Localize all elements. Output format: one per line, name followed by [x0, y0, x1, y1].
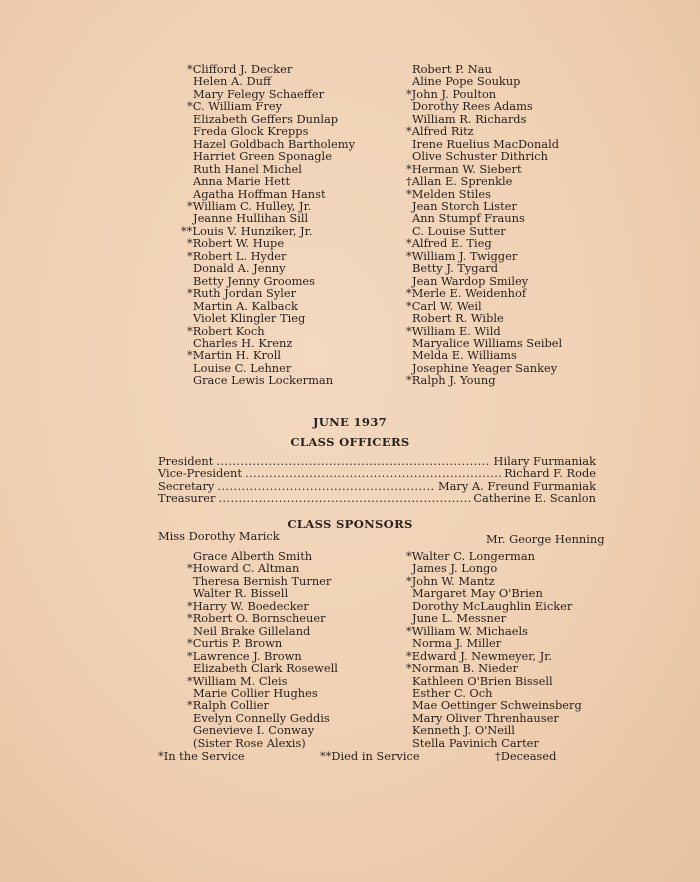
top-left-name-list — [181, 62, 356, 388]
officers-list — [158, 455, 596, 505]
name-entry: Charles H. Krenz — [193, 335, 293, 350]
officer-name: Hilary Furmaniak — [493, 454, 596, 468]
name-entry: Melda E. Williams — [412, 348, 517, 363]
name-entry: *Ralph J. Young — [406, 373, 496, 388]
sponsor-right: Mr. George Henning — [486, 532, 605, 546]
class-sponsors-heading: CLASS SPONSORS — [287, 517, 413, 531]
name-entry: Betty J. Tygard — [412, 261, 499, 276]
name-entry: Grace Alberth Smith — [193, 549, 313, 563]
name-entry: *Norman B. Nieder — [406, 661, 518, 676]
officer-row — [158, 492, 596, 504]
sponsor-left: Miss Dorothy Marick — [158, 529, 280, 543]
name-entry: *C. William Frey — [187, 99, 283, 114]
name-entry: *John W. Mantz — [406, 573, 495, 588]
class-officers-heading: CLASS OFFICERS — [290, 435, 410, 449]
name-entry: Ruth Hanel Michel — [193, 161, 302, 176]
leader-dots — [245, 467, 501, 479]
name-entry: Jean Wardop Smiley — [412, 273, 529, 288]
name-entry: Stella Pavinich Carter — [412, 735, 539, 750]
name-entry: Dorothy Rees Adams — [412, 99, 533, 114]
name-entry: Kathleen O'Brien Bissell — [412, 673, 553, 688]
name-entry: *Lawrence J. Brown — [187, 648, 302, 663]
legend-died-in-service: **Died in Service — [320, 749, 420, 763]
name-entry: Genevieve I. Conway — [193, 723, 315, 738]
name-entry: *Herman W. Siebert — [406, 161, 522, 176]
name-entry: Helen A. Duff — [193, 74, 272, 89]
name-entry: Grace Lewis Lockerman — [193, 373, 334, 388]
name-entry: *Ruth Jordan Syler — [187, 286, 297, 301]
name-entry: Betty Jenny Groomes — [193, 273, 316, 288]
name-entry: *William M. Cleis — [187, 673, 288, 688]
name-entry: June L. Messner — [412, 611, 507, 626]
name-entry: James J. Longo — [412, 561, 498, 576]
officer-row — [158, 467, 596, 479]
officer-name: Mary A. Freund Furmaniak — [437, 478, 596, 493]
officer-role: President — [158, 454, 214, 468]
name-entry: *Clifford J. Decker — [187, 62, 293, 76]
name-entry: *Carl W. Weil — [406, 298, 482, 313]
class-date-heading: JUNE 1937 — [312, 415, 388, 429]
name-entry: Theresa Bernish Turner — [193, 573, 332, 588]
name-entry: Elizabeth Geffers Dunlap — [193, 111, 339, 126]
name-entry: *Curtis P. Brown — [187, 636, 283, 651]
name-entry: Kenneth J. O'Neill — [412, 723, 515, 738]
name-entry: (Sister Rose Alexis) — [193, 735, 306, 750]
name-entry: *William C. Hulley, Jr. — [187, 198, 312, 213]
name-entry: Esther C. Och — [412, 685, 493, 700]
name-entry: *Harry W. Boedecker — [187, 598, 309, 613]
name-entry: *William W. Michaels — [406, 623, 528, 638]
name-entry: Donald A. Jenny — [193, 261, 286, 276]
officer-role: Secretary — [158, 478, 215, 493]
leader-dots — [216, 455, 490, 467]
officer-name: Richard F. Rode — [504, 466, 596, 481]
name-entry: *William E. Wild — [406, 323, 501, 338]
name-entry: *William J. Twigger — [406, 248, 518, 263]
name-entry: Harriet Green Sponagle — [193, 149, 332, 164]
name-entry: Ann Stumpf Frauns — [412, 211, 525, 226]
officer-role: Treasurer — [158, 491, 216, 506]
name-entry: Aline Pope Soukup — [412, 74, 521, 89]
name-entry: Marie Collier Hughes — [193, 685, 318, 700]
name-entry: Jean Storch Lister — [412, 198, 517, 213]
name-entry: Mae Oettinger Schweinsberg — [412, 698, 582, 713]
top-right-name-list — [406, 62, 563, 388]
name-entry: Hazel Goldbach Bartholemy — [193, 136, 356, 151]
officer-role: Vice-President — [158, 466, 242, 481]
name-entry: Robert P. Nau — [412, 62, 492, 76]
name-entry: *Howard C. Altman — [187, 561, 300, 576]
name-entry: Louise C. Lehner — [193, 360, 292, 375]
name-entry: Martin A. Kalback — [193, 298, 298, 313]
name-entry: Dorothy McLaughlin Eicker — [412, 598, 573, 613]
name-entry: Maryalice Williams Seibel — [412, 335, 563, 350]
name-entry: **Louis V. Hunziker, Jr. — [181, 223, 313, 238]
name-entry: Olive Schuster Dithrich — [412, 149, 548, 164]
name-entry: Margaret May O'Brien — [412, 586, 543, 601]
name-entry: Josephine Yeager Sankey — [412, 360, 558, 375]
name-entry: *Alfred E. Tieg — [406, 236, 492, 251]
legend-in-service: *In the Service — [158, 749, 245, 763]
name-entry: Agatha Hoffman Hanst — [193, 186, 326, 201]
bottom-right-name-list — [406, 549, 582, 750]
name-entry: Mary Oliver Threnhauser — [412, 710, 559, 725]
bottom-left-name-list — [187, 549, 338, 750]
name-entry: Anna Marie Hett — [193, 174, 291, 189]
name-entry: Mary Felegy Schaeffer — [193, 86, 325, 101]
name-entry: Evelyn Connelly Geddis — [193, 710, 330, 725]
name-entry: Robert R. Wible — [412, 311, 504, 326]
name-entry: *Melden Stiles — [406, 186, 491, 201]
name-entry: Walter R. Bissell — [193, 586, 289, 601]
name-entry: *John J. Poulton — [406, 86, 497, 101]
name-entry: *Robert O. Bornscheuer — [187, 611, 326, 626]
name-entry: *Merle E. Weidenhof — [406, 286, 527, 301]
name-entry: *Ralph Collier — [187, 698, 269, 713]
name-entry: *Robert W. Hupe — [187, 236, 285, 251]
name-entry: Freda Glock Krepps — [193, 124, 309, 139]
name-entry: *Martin H. Kroll — [187, 348, 282, 363]
name-entry: *Robert L. Hyder — [187, 248, 287, 263]
officer-name: Catherine E. Scanlon — [473, 491, 596, 506]
name-entry: *Walter C. Longerman — [406, 549, 535, 563]
name-entry: William R. Richards — [412, 111, 527, 126]
leader-dots — [217, 480, 435, 492]
name-entry: †Allan E. Sprenkle — [406, 174, 513, 189]
leader-dots — [218, 492, 470, 504]
name-entry: Elizabeth Clark Rosewell — [193, 661, 338, 676]
name-entry: *Edward J. Newmeyer, Jr. — [406, 648, 553, 663]
name-entry: *Alfred Ritz — [406, 124, 474, 139]
name-entry: Jeanne Hullihan Sill — [193, 211, 309, 226]
name-entry: Norma J. Miller — [412, 636, 502, 651]
name-entry: Irene Ruelius MacDonald — [412, 136, 560, 151]
name-entry: C. Louise Sutter — [412, 223, 506, 238]
legend-deceased: †Deceased — [495, 749, 557, 763]
name-entry: *Robert Koch — [187, 323, 265, 338]
name-entry: Violet Klingler Tieg — [193, 311, 306, 326]
name-entry: Neil Brake Gilleland — [193, 623, 311, 638]
